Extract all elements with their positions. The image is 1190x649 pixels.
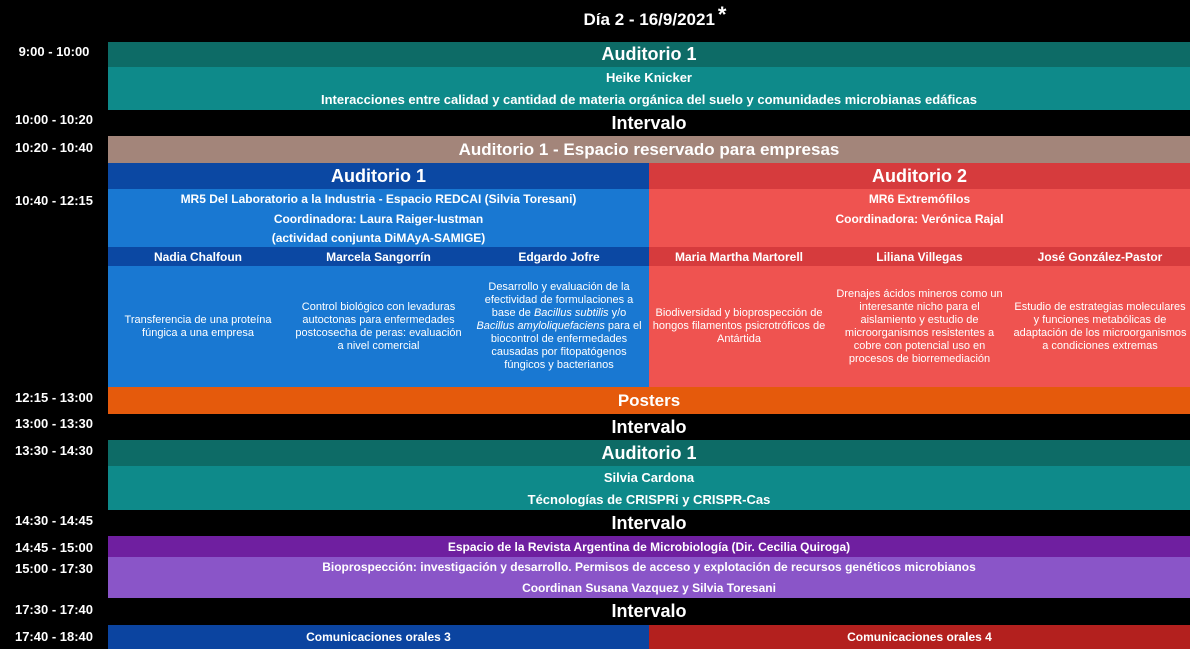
bioprospeccion-coordinators: Coordinan Susana Vazquez y Silvia Toresani: [522, 580, 776, 595]
left-talk-3-species2: Bacillus amyloliquefaciens: [476, 320, 605, 332]
left-session-title: MR5 Del Laboratorio a la Industria - Espacio REDCAI (Silvia Toresani): [180, 192, 577, 206]
right-talk-2: Drenajes ácidos mineros como un interesante nicho para el aislamiento y estudio de microorganismos resistentes a cobre con potencial uso en procesos de biorremediación: [836, 287, 1003, 365]
break-1: Intervalo: [611, 112, 687, 133]
time-slot: 17:40 - 18:40: [14, 629, 94, 644]
session1-speaker: Heike Knicker: [606, 70, 692, 85]
companies-slot: Auditorio 1 - Espacio reservado para empresas: [108, 136, 1190, 163]
right-coordinator: Coordinadora: Verónica Rajal: [835, 211, 1004, 226]
left-speaker-3: Edgardo Jofre: [518, 249, 600, 264]
time-slot: 15:00 - 17:30: [14, 561, 94, 576]
session2-speaker: Silvia Cardona: [603, 469, 695, 485]
time-slot: 17:30 - 17:40: [14, 602, 94, 617]
time-slot: 13:30 - 14:30: [14, 443, 94, 458]
right-talks-row: [649, 266, 1190, 387]
time-slot: 10:20 - 10:40: [14, 140, 94, 155]
time-slot: 14:45 - 15:00: [14, 540, 94, 555]
right-speaker-2: Liliana Villegas: [876, 249, 963, 264]
left-joint-activity: (actividad conjunta DiMAyA-SAMIGE): [271, 230, 486, 245]
session2-talk: Técnologías de CRISPRi y CRISPR-Cas: [527, 491, 771, 507]
left-speaker-2: Marcela Sangorrín: [326, 249, 431, 264]
time-slot: 12:15 - 13:00: [14, 390, 94, 405]
right-room: Auditorio 2: [649, 163, 1190, 189]
right-session-info: [649, 189, 1190, 247]
session1-room: Auditorio 1: [108, 42, 1190, 67]
orales-right: Comunicaciones orales 4: [649, 625, 1190, 649]
left-talk-1: Transferencia de una proteína fúngica a una empresa: [124, 313, 272, 339]
time-slot: 14:30 - 14:45: [14, 513, 94, 528]
session2-details: [108, 466, 1190, 510]
break-4: Intervalo: [611, 601, 687, 621]
left-session-info: [108, 189, 649, 247]
posters-slot: Posters: [108, 387, 1190, 414]
left-talk-3-part1: Desarrollo y evaluación de la efectividad de formulaciones a base de: [484, 281, 634, 319]
break-3: Intervalo: [611, 512, 687, 533]
time-slot: 13:00 - 13:30: [14, 416, 94, 431]
left-speakers-row: [108, 247, 649, 266]
right-talk-3: Estudio de estrategias moleculares y funciones metabólicas de adaptación de los microorganismos a condiciones extremas: [1013, 300, 1187, 352]
left-talk-3-part3: para el biocontrol de enfermedades causadas por fitopatógenos fúngicos y bacterianos: [490, 320, 642, 371]
right-speaker-3: José González-Pastor: [1037, 249, 1163, 264]
right-speakers-row: [649, 247, 1190, 266]
left-talk-3-part2: y/o: [608, 307, 627, 319]
left-room: Auditorio 1: [108, 163, 649, 189]
left-speaker-1: Nadia Chalfoun: [153, 249, 242, 264]
left-talk-3-species1: Bacillus subtilis: [533, 307, 609, 319]
break-2: Intervalo: [611, 416, 687, 437]
title-text: Día 2 - 16/9/2021: [583, 10, 715, 29]
session1-details: [108, 67, 1190, 110]
left-coordinator: Coordinadora: Laura Raiger-Iustman: [273, 211, 484, 226]
page-title: [540, 3, 770, 37]
title-asterisk: *: [717, 2, 727, 27]
right-talk-1: Biodiversidad y bioprospección de hongos filamentos psicrotróficos de Antártida: [652, 307, 826, 345]
session2-room: Auditorio 1: [108, 440, 1190, 466]
time-slot: 10:40 - 12:15: [14, 193, 94, 208]
time-slot: 9:00 - 10:00: [18, 44, 90, 59]
bioprospeccion-slot: [108, 557, 1190, 598]
session1-talk: Interacciones entre calidad y cantidad de materia orgánica del suelo y comunidades microbianas edáficas: [320, 91, 978, 107]
revista-slot: Espacio de la Revista Argentina de Microbiología (Dir. Cecilia Quiroga): [108, 536, 1190, 557]
time-slot: 10:00 - 10:20: [14, 112, 94, 127]
right-speaker-1: Maria Martha Martorell: [674, 249, 804, 264]
left-talk-3: [469, 266, 649, 387]
right-session-title: MR6 Extremófilos: [868, 192, 971, 206]
bioprospeccion-title: Bioprospección: investigación y desarrollo. Permisos de acceso y explotación de recursos genéticos microbianos: [322, 560, 976, 574]
left-talk-2: Control biológico con levaduras autoctonas para enfermedades postcosecha de peras: evaluación a nivel comercial: [295, 300, 462, 352]
orales-left: Comunicaciones orales 3: [108, 625, 649, 649]
left-talks-row: [108, 266, 649, 387]
